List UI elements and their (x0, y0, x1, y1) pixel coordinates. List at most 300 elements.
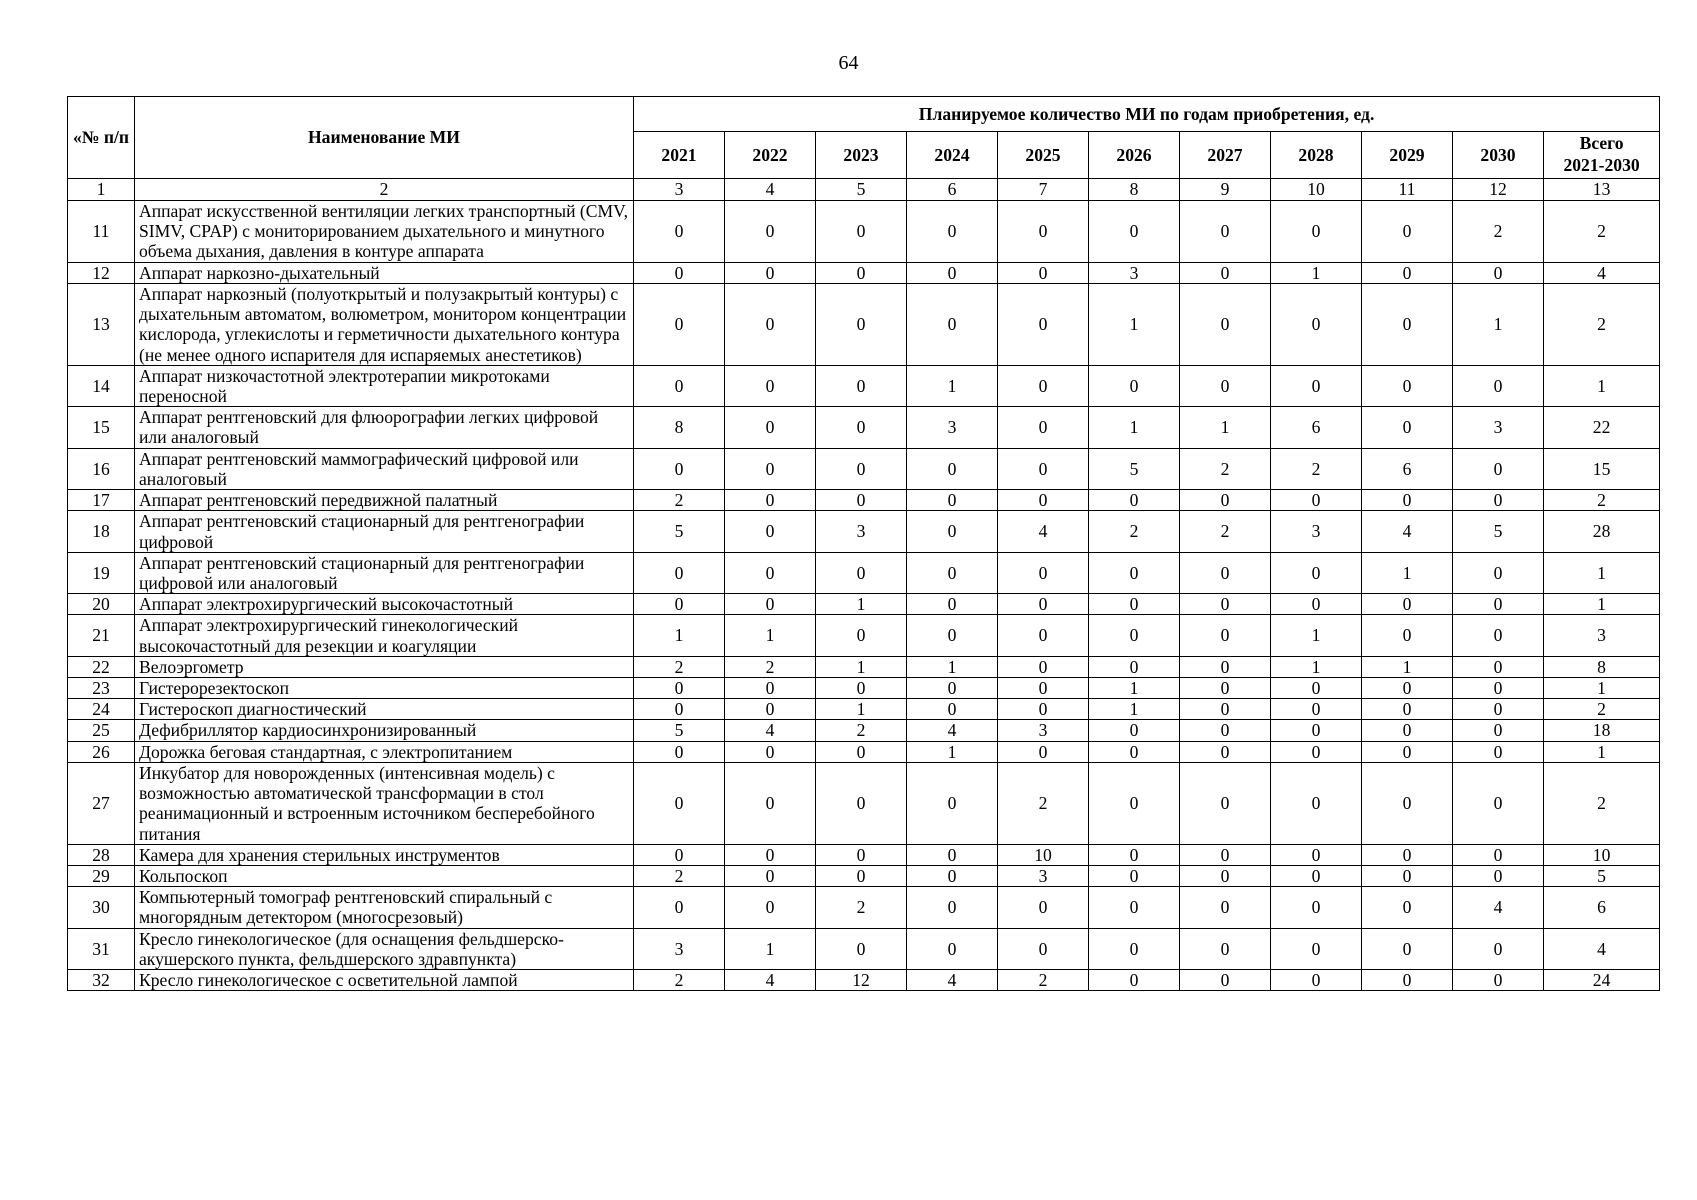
row-number: 13 (68, 283, 135, 365)
year-value: 0 (1089, 490, 1180, 511)
equipment-name: Аппарат низкочастотной электротерапии микротоками переносной (135, 365, 634, 406)
year-value: 4 (1362, 511, 1453, 552)
year-value: 1 (1362, 552, 1453, 593)
year-value: 0 (1180, 741, 1271, 762)
equipment-name: Аппарат рентгеновский маммографический цифровой или аналоговый (135, 448, 634, 489)
year-value: 0 (998, 887, 1089, 928)
col-num-header: «№ п/п (68, 97, 135, 179)
column-index-cell: 6 (907, 179, 998, 201)
year-value: 4 (725, 970, 816, 991)
total-header (1544, 132, 1660, 179)
row-number: 31 (68, 928, 135, 969)
table-row (68, 448, 1660, 489)
year-value: 0 (1180, 762, 1271, 844)
year-value: 0 (816, 365, 907, 406)
year-value: 0 (998, 201, 1089, 263)
equipment-name: Гистерорезектоскоп (135, 678, 634, 699)
year-value: 0 (998, 283, 1089, 365)
year-value: 3 (816, 511, 907, 552)
year-value: 0 (1089, 844, 1180, 865)
year-value: 0 (1271, 762, 1362, 844)
year-value: 1 (1362, 656, 1453, 677)
year-value: 0 (1180, 262, 1271, 283)
year-value: 2 (725, 656, 816, 677)
year-value: 0 (1453, 615, 1544, 656)
row-number: 22 (68, 656, 135, 677)
table-row (68, 656, 1660, 677)
year-value: 0 (1180, 656, 1271, 677)
row-number: 27 (68, 762, 135, 844)
year-value: 0 (1362, 594, 1453, 615)
year-value: 2 (634, 656, 725, 677)
equipment-name: Инкубатор для новорожденных (интенсивная модель) с возможностью автоматической трансформации в стол реанимационный и встроенным источником бесперебойного питания (135, 762, 634, 844)
year-value: 0 (1362, 741, 1453, 762)
year-value: 0 (998, 365, 1089, 406)
row-number: 20 (68, 594, 135, 615)
equipment-name: Аппарат наркозно-дыхательный (135, 262, 634, 283)
year-value: 0 (816, 407, 907, 448)
year-value: 0 (1180, 970, 1271, 991)
year-value: 0 (1271, 887, 1362, 928)
year-value: 0 (998, 594, 1089, 615)
year-value: 0 (1180, 678, 1271, 699)
total-header-line1: Всего (1579, 133, 1624, 154)
equipment-name: Дорожка беговая стандартная, с электропитанием (135, 741, 634, 762)
page-number: 64 (838, 52, 859, 74)
year-value: 1 (1271, 615, 1362, 656)
group-header: Планируемое количество МИ по годам приобретения, ед. (634, 97, 1660, 132)
year-value: 0 (634, 762, 725, 844)
equipment-name: Велоэргометр (135, 656, 634, 677)
year-value: 0 (907, 448, 998, 489)
year-value: 0 (998, 615, 1089, 656)
row-number: 17 (68, 490, 135, 511)
column-index-cell: 9 (1180, 179, 1271, 201)
year-value: 1 (634, 615, 725, 656)
year-value: 0 (816, 762, 907, 844)
year-value: 0 (1362, 762, 1453, 844)
table-row (68, 741, 1660, 762)
row-number: 19 (68, 552, 135, 593)
year-value: 0 (1453, 678, 1544, 699)
row-number: 26 (68, 741, 135, 762)
table-row (68, 699, 1660, 720)
year-value: 0 (1362, 844, 1453, 865)
row-number: 30 (68, 887, 135, 928)
year-value: 0 (816, 866, 907, 887)
year-value: 0 (725, 678, 816, 699)
year-value: 0 (1362, 615, 1453, 656)
row-number: 28 (68, 844, 135, 865)
year-value: 4 (907, 970, 998, 991)
year-value: 0 (816, 490, 907, 511)
year-value: 5 (634, 720, 725, 741)
year-value: 0 (1271, 970, 1362, 991)
year-value: 8 (634, 407, 725, 448)
col-name-header: Наименование МИ (135, 97, 634, 179)
year-value: 0 (725, 844, 816, 865)
year-value: 0 (1362, 699, 1453, 720)
year-value: 0 (1362, 720, 1453, 741)
total-value: 4 (1544, 262, 1660, 283)
year-value: 0 (1180, 615, 1271, 656)
year-value: 0 (634, 844, 725, 865)
year-value: 0 (816, 552, 907, 593)
table-row (68, 866, 1660, 887)
year-value: 1 (1089, 283, 1180, 365)
year-value: 1 (816, 656, 907, 677)
equipment-name: Аппарат наркозный (полуоткрытый и полузакрытый контуры) с дыхательным автоматом, волюметром, монитором концентрации кислорода, углекислоты и герметичности дыхательного контура (не менее одного испарителя для испаряемых анестетиков) (135, 283, 634, 365)
year-value: 2 (1089, 511, 1180, 552)
year-value: 2 (1180, 448, 1271, 489)
year-value: 0 (1453, 762, 1544, 844)
year-value: 0 (907, 615, 998, 656)
year-value: 0 (634, 552, 725, 593)
column-index-cell: 10 (1271, 179, 1362, 201)
year-value: 1 (1453, 283, 1544, 365)
year-value: 0 (907, 201, 998, 263)
year-value: 0 (816, 741, 907, 762)
year-value: 4 (998, 511, 1089, 552)
year-value: 0 (1180, 283, 1271, 365)
year-header-2026: 2026 (1089, 132, 1180, 179)
year-value: 0 (634, 262, 725, 283)
year-value: 0 (1453, 970, 1544, 991)
row-number: 14 (68, 365, 135, 406)
column-index-cell: 11 (1362, 179, 1453, 201)
year-value: 0 (1362, 283, 1453, 365)
year-value: 0 (816, 928, 907, 969)
column-index-cell: 7 (998, 179, 1089, 201)
year-value: 0 (816, 201, 907, 263)
table-body (68, 201, 1660, 991)
year-value: 0 (1180, 866, 1271, 887)
column-index-cell: 5 (816, 179, 907, 201)
year-value: 1 (1180, 407, 1271, 448)
year-value: 0 (1362, 678, 1453, 699)
table-row (68, 511, 1660, 552)
year-value: 0 (907, 699, 998, 720)
year-value: 0 (998, 262, 1089, 283)
year-value: 0 (998, 448, 1089, 489)
year-header-2023: 2023 (816, 132, 907, 179)
year-value: 2 (634, 490, 725, 511)
year-value: 0 (998, 656, 1089, 677)
total-value: 4 (1544, 928, 1660, 969)
year-value: 1 (1089, 678, 1180, 699)
year-value: 0 (1271, 490, 1362, 511)
column-index-cell: 8 (1089, 179, 1180, 201)
row-number: 15 (68, 407, 135, 448)
year-value: 0 (1271, 365, 1362, 406)
year-value: 0 (1271, 552, 1362, 593)
year-value: 0 (998, 678, 1089, 699)
year-value: 0 (1362, 407, 1453, 448)
row-number: 21 (68, 615, 135, 656)
year-value: 0 (1089, 656, 1180, 677)
equipment-name: Аппарат рентгеновский стационарный для рентгенографии цифровой или аналоговый (135, 552, 634, 593)
year-value: 0 (907, 594, 998, 615)
year-value: 3 (1089, 262, 1180, 283)
year-value: 0 (1453, 866, 1544, 887)
year-value: 0 (1453, 656, 1544, 677)
year-value: 3 (907, 407, 998, 448)
year-value: 0 (1271, 678, 1362, 699)
year-value: 0 (725, 866, 816, 887)
total-value: 2 (1544, 201, 1660, 263)
year-value: 0 (725, 741, 816, 762)
equipment-name: Аппарат искусственной вентиляции легких транспортный (CMV, SIMV, CPAP) с мониторированием дыхательного и минутного объема дыхания, давления в контуре аппарата (135, 201, 634, 263)
column-index-cell: 3 (634, 179, 725, 201)
year-value: 1 (907, 741, 998, 762)
total-value: 1 (1544, 678, 1660, 699)
table-row (68, 552, 1660, 593)
year-value: 0 (1453, 844, 1544, 865)
table-row (68, 283, 1660, 365)
year-value: 3 (1453, 407, 1544, 448)
year-value: 2 (1453, 201, 1544, 263)
year-value: 0 (998, 407, 1089, 448)
table-row (68, 615, 1660, 656)
year-header-2028: 2028 (1271, 132, 1362, 179)
year-value: 0 (1453, 262, 1544, 283)
equipment-name: Камера для хранения стерильных инструментов (135, 844, 634, 865)
year-value: 0 (725, 594, 816, 615)
equipment-name: Дефибриллятор кардиосинхронизированный (135, 720, 634, 741)
year-value: 0 (816, 678, 907, 699)
total-value: 8 (1544, 656, 1660, 677)
table-row (68, 262, 1660, 283)
year-value: 0 (1362, 866, 1453, 887)
year-value: 0 (725, 262, 816, 283)
year-value: 0 (907, 511, 998, 552)
table-row (68, 844, 1660, 865)
year-value: 0 (1362, 365, 1453, 406)
year-value: 0 (1271, 741, 1362, 762)
year-value: 0 (725, 365, 816, 406)
equipment-table (67, 96, 1660, 991)
table-row (68, 678, 1660, 699)
year-value: 0 (1362, 201, 1453, 263)
year-value: 6 (1362, 448, 1453, 489)
year-value: 0 (1180, 201, 1271, 263)
year-value: 0 (634, 699, 725, 720)
year-value: 0 (634, 283, 725, 365)
row-number: 12 (68, 262, 135, 283)
year-value: 0 (725, 552, 816, 593)
year-value: 4 (1453, 887, 1544, 928)
year-value: 1 (725, 928, 816, 969)
year-value: 1 (725, 615, 816, 656)
year-value: 0 (816, 615, 907, 656)
total-header-line2: 2021-2030 (1563, 155, 1640, 175)
year-value: 0 (1180, 928, 1271, 969)
year-value: 0 (907, 678, 998, 699)
year-value: 2 (1271, 448, 1362, 489)
row-number: 18 (68, 511, 135, 552)
year-value: 2 (1180, 511, 1271, 552)
year-value: 0 (1271, 866, 1362, 887)
year-value: 0 (907, 928, 998, 969)
year-value: 0 (1453, 552, 1544, 593)
year-value: 0 (1271, 928, 1362, 969)
year-value: 0 (1180, 490, 1271, 511)
year-value: 0 (1089, 720, 1180, 741)
year-value: 0 (725, 283, 816, 365)
year-value: 0 (1362, 887, 1453, 928)
year-value: 0 (634, 741, 725, 762)
year-value: 0 (1271, 699, 1362, 720)
total-value: 1 (1544, 552, 1660, 593)
total-value: 24 (1544, 970, 1660, 991)
year-value: 0 (1089, 741, 1180, 762)
year-value: 0 (1453, 928, 1544, 969)
year-value: 1 (816, 594, 907, 615)
row-number: 25 (68, 720, 135, 741)
year-header-2025: 2025 (998, 132, 1089, 179)
year-value: 0 (725, 762, 816, 844)
year-value: 2 (634, 866, 725, 887)
year-value: 0 (725, 490, 816, 511)
year-value: 3 (998, 866, 1089, 887)
year-value: 0 (816, 262, 907, 283)
table-row (68, 887, 1660, 928)
year-value: 0 (998, 699, 1089, 720)
year-value: 0 (907, 490, 998, 511)
year-value: 0 (1180, 720, 1271, 741)
year-value: 3 (634, 928, 725, 969)
year-value: 4 (907, 720, 998, 741)
table-row (68, 720, 1660, 741)
table-row (68, 762, 1660, 844)
year-value: 0 (907, 887, 998, 928)
year-value: 0 (1180, 699, 1271, 720)
year-value: 0 (998, 741, 1089, 762)
year-value: 1 (1089, 699, 1180, 720)
total-value: 6 (1544, 887, 1660, 928)
total-value: 15 (1544, 448, 1660, 489)
year-value: 0 (1180, 552, 1271, 593)
year-value: 0 (634, 594, 725, 615)
equipment-name: Аппарат рентгеновский передвижной палатный (135, 490, 634, 511)
year-value: 0 (1180, 594, 1271, 615)
total-value: 5 (1544, 866, 1660, 887)
year-value: 0 (1453, 741, 1544, 762)
year-value: 0 (725, 448, 816, 489)
total-value: 2 (1544, 699, 1660, 720)
year-value: 0 (1362, 490, 1453, 511)
year-value: 0 (998, 552, 1089, 593)
year-value: 0 (907, 283, 998, 365)
year-value: 0 (1089, 928, 1180, 969)
row-number: 11 (68, 201, 135, 263)
year-value: 0 (725, 407, 816, 448)
equipment-name: Аппарат рентгеновский для флюорографии легких цифровой или аналоговый (135, 407, 634, 448)
year-value: 0 (1089, 615, 1180, 656)
year-value: 0 (1089, 866, 1180, 887)
year-value: 0 (1271, 283, 1362, 365)
year-value: 2 (816, 887, 907, 928)
equipment-name: Кресло гинекологическое с осветительной лампой (135, 970, 634, 991)
total-value: 18 (1544, 720, 1660, 741)
year-value: 0 (1362, 970, 1453, 991)
row-number: 29 (68, 866, 135, 887)
year-value: 0 (998, 928, 1089, 969)
year-value: 0 (1362, 262, 1453, 283)
year-value: 0 (725, 201, 816, 263)
row-number: 24 (68, 699, 135, 720)
year-value: 0 (907, 262, 998, 283)
year-value: 0 (1089, 970, 1180, 991)
row-number: 16 (68, 448, 135, 489)
year-value: 0 (1180, 844, 1271, 865)
row-number: 23 (68, 678, 135, 699)
column-index-cell: 4 (725, 179, 816, 201)
equipment-name: Гистероскоп диагностический (135, 699, 634, 720)
year-value: 2 (634, 970, 725, 991)
year-header-2029: 2029 (1362, 132, 1453, 179)
year-value: 0 (907, 844, 998, 865)
year-value: 0 (1362, 928, 1453, 969)
year-header-2030: 2030 (1453, 132, 1544, 179)
year-value: 6 (1271, 407, 1362, 448)
table-row (68, 594, 1660, 615)
equipment-name: Кольпоскоп (135, 866, 634, 887)
year-value: 0 (634, 365, 725, 406)
year-value: 10 (998, 844, 1089, 865)
total-value: 22 (1544, 407, 1660, 448)
total-value: 1 (1544, 365, 1660, 406)
year-value: 0 (725, 511, 816, 552)
year-value: 0 (1271, 201, 1362, 263)
year-value: 0 (816, 844, 907, 865)
year-value: 3 (998, 720, 1089, 741)
year-value: 0 (634, 201, 725, 263)
year-value: 0 (1089, 887, 1180, 928)
total-value: 28 (1544, 511, 1660, 552)
total-value: 1 (1544, 594, 1660, 615)
year-value: 1 (1271, 262, 1362, 283)
total-value: 10 (1544, 844, 1660, 865)
year-header-2022: 2022 (725, 132, 816, 179)
equipment-name: Аппарат электрохирургический гинекологический высокочастотный для резекции и коагуляции (135, 615, 634, 656)
year-header-2021: 2021 (634, 132, 725, 179)
column-index-cell: 13 (1544, 179, 1660, 201)
year-value: 5 (634, 511, 725, 552)
year-value: 1 (1271, 656, 1362, 677)
column-index-cell: 12 (1453, 179, 1544, 201)
equipment-name: Аппарат электрохирургический высокочастотный (135, 594, 634, 615)
year-value: 0 (998, 490, 1089, 511)
year-value: 0 (1453, 720, 1544, 741)
column-index-cell: 1 (68, 179, 135, 201)
year-value: 0 (1180, 365, 1271, 406)
year-value: 0 (907, 552, 998, 593)
year-value: 0 (816, 283, 907, 365)
year-value: 0 (907, 762, 998, 844)
year-value: 5 (1453, 511, 1544, 552)
equipment-name: Аппарат рентгеновский стационарный для рентгенографии цифровой (135, 511, 634, 552)
year-value: 5 (1089, 448, 1180, 489)
year-header-2024: 2024 (907, 132, 998, 179)
year-value: 0 (1089, 594, 1180, 615)
year-value: 0 (634, 448, 725, 489)
row-number: 32 (68, 970, 135, 991)
year-value: 0 (634, 887, 725, 928)
year-value: 1 (1089, 407, 1180, 448)
equipment-name: Компьютерный томограф рентгеновский спиральный с многорядным детектором (многосрезовый) (135, 887, 634, 928)
year-value: 0 (725, 699, 816, 720)
